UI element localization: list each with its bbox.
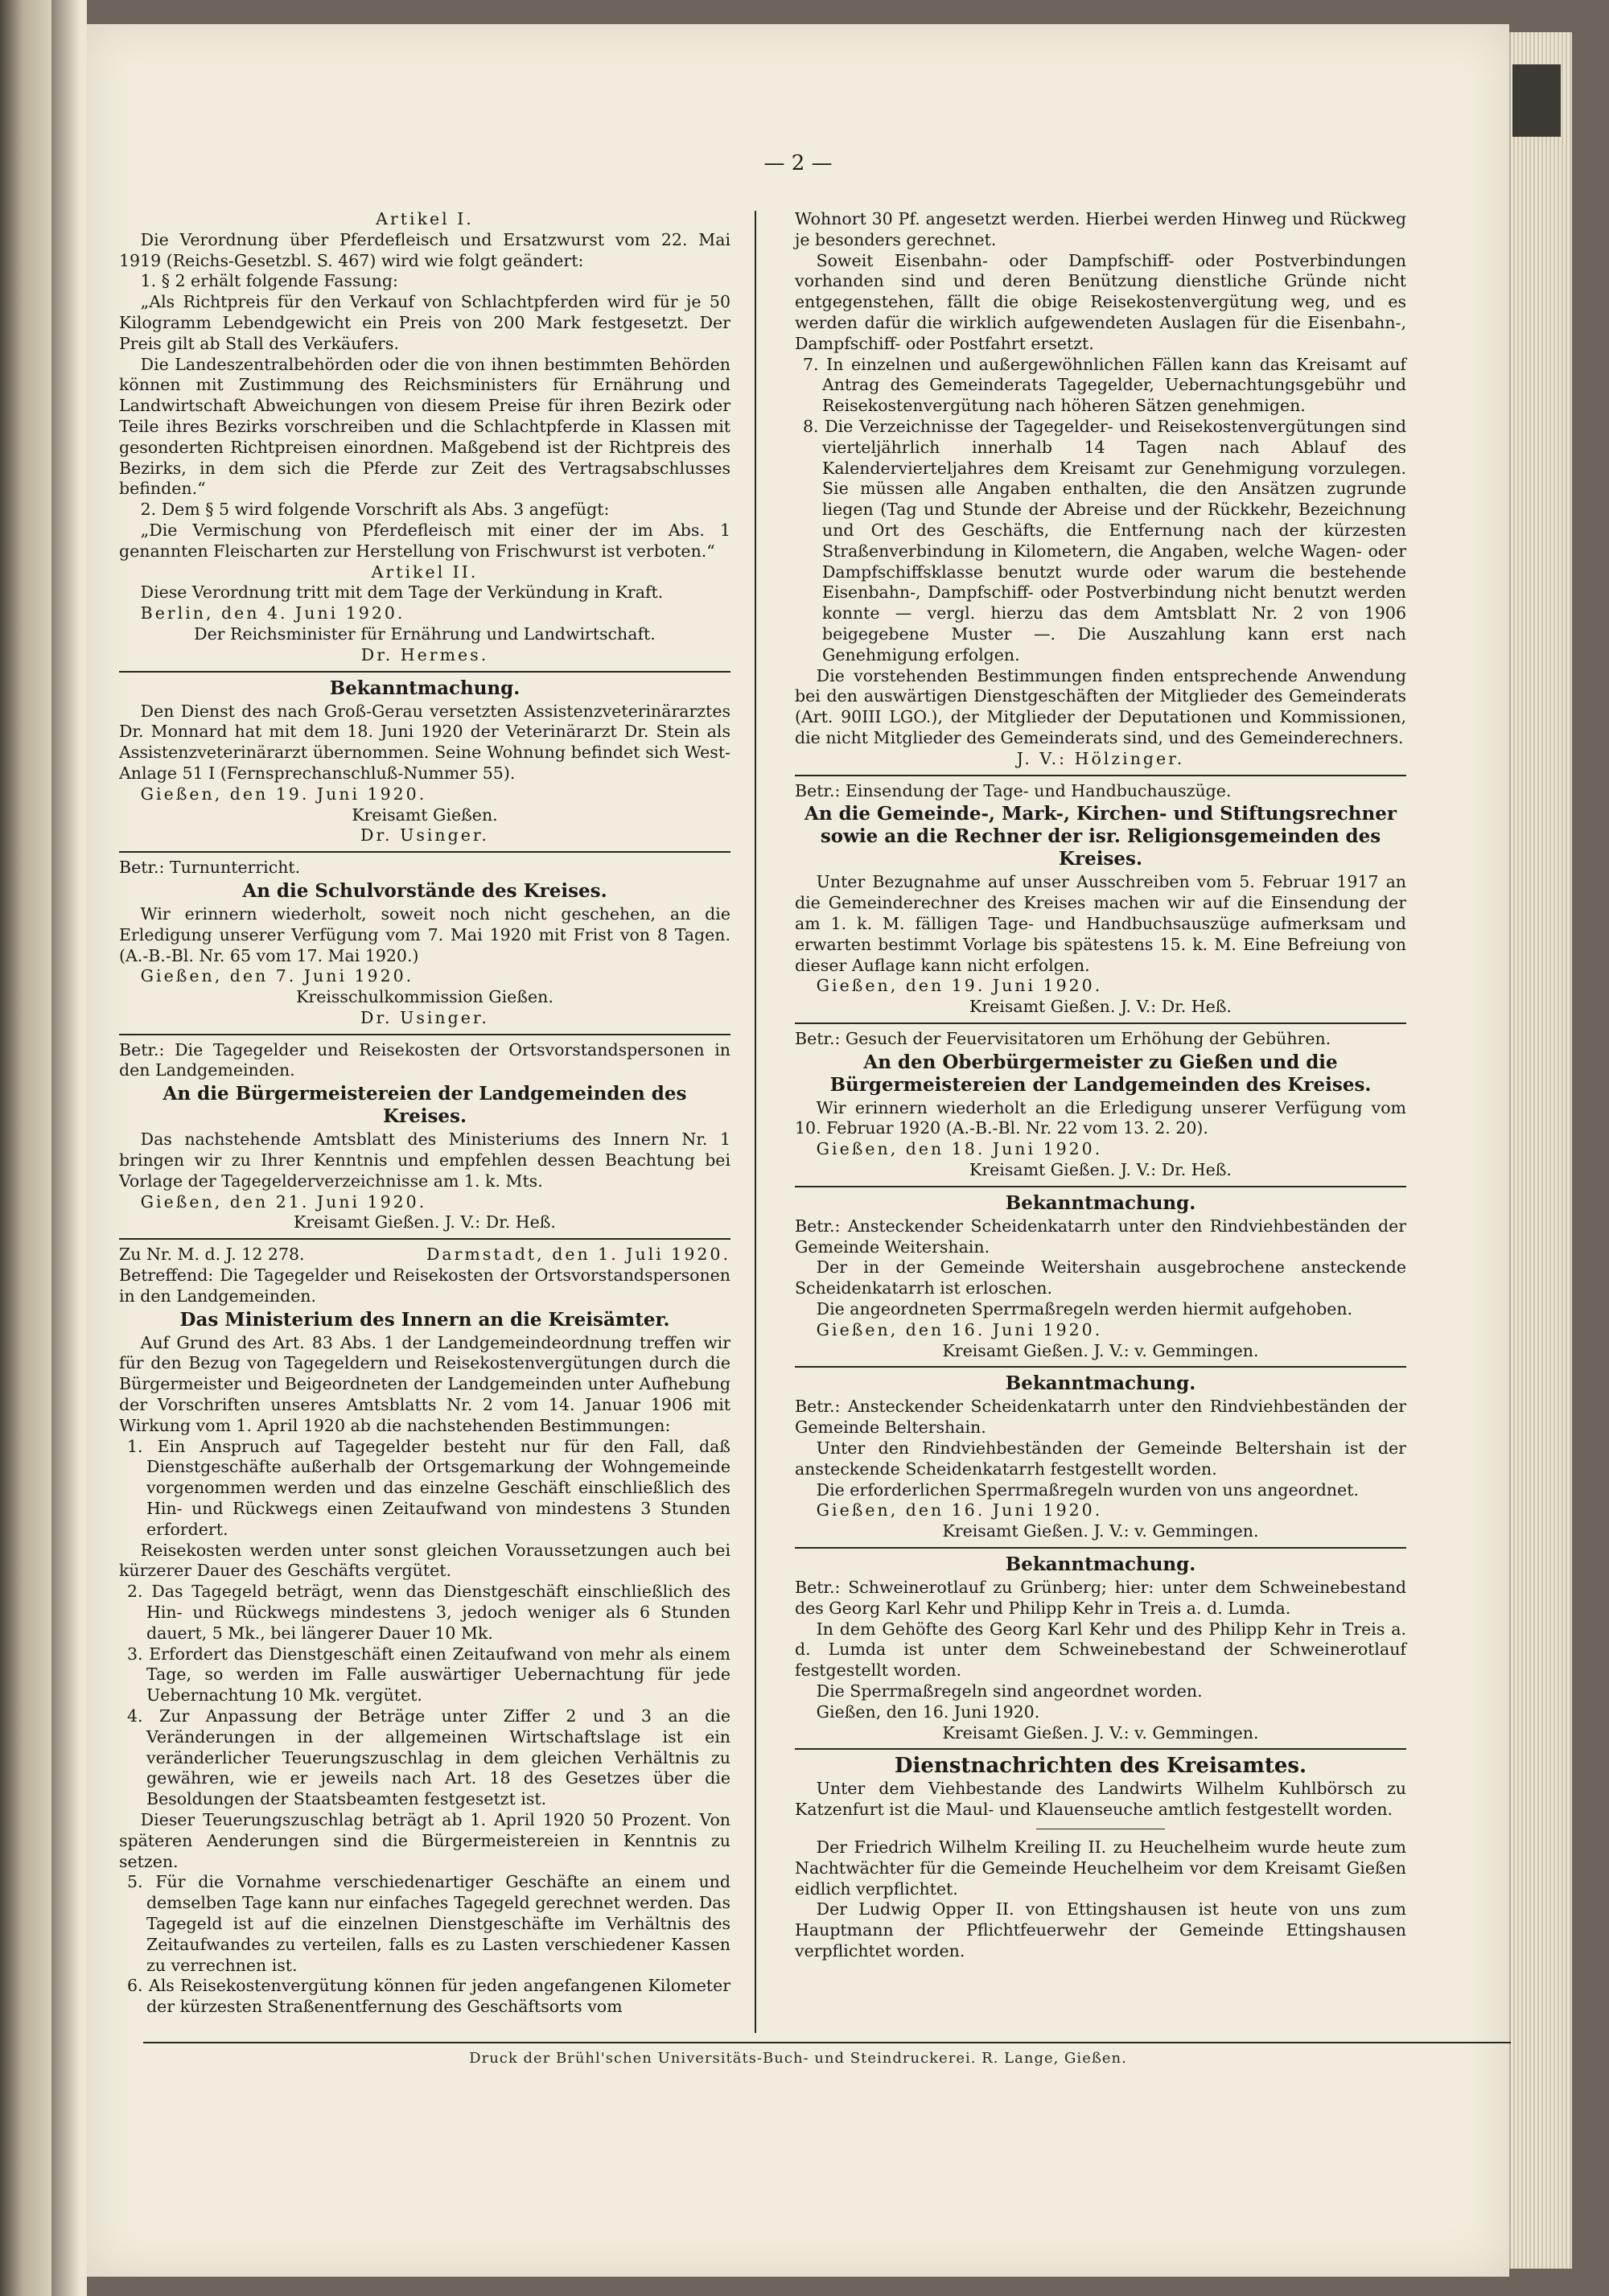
bekanntmachung-3-heading: Bekanntmachung. <box>1005 1372 1196 1395</box>
bekanntmachung-1-date: Gießen, den 19. Juni 1920. <box>140 784 427 804</box>
tagegelder-heading: An die Bürgermeistereien der Landgemeinden des Kreises. <box>163 1083 687 1128</box>
einsendung-betr: Betr.: Einsendung der Tage- und Handbuchauszüge. <box>795 780 1232 800</box>
einsendung-date: Gießen, den 19. Juni 1920. <box>816 976 1103 996</box>
ministerium-item: 8. Die Verzeichnisse der Tagegelder- und Reisekostenvergütungen sind vierteljährlich innerhalb 14 Tagen nach Ablauf des Kalendervierteljahres dem Kreisamt zur Genehmigung vorzulegen. Sie müssen alle Angaben enthalten, die den Ansätzen zugrunde liegen (Tag und Stunde der Abreise und der Rückkehr, Bezeichnung und Ort des Geschäfts, die Entfernung nach der kürzesten Straßenverbindung in Kilometern, die Angaben, welche Wagen- oder Dampfschiffsklasse benutzt wurde oder warum die bestehende Eisenbahn-, Dampfschiff- oder Postverbindung nicht benutzt werden konnte — vergl. hierzu das dem Amtsblatt Nr. 2 von 1906 beigegebene Muster —. Die Auszahlung kann erst nach Genehmigung erfolgen. <box>803 416 1406 665</box>
tagegelder-signature: Kreisamt Gießen. J. V.: Dr. Heß. <box>294 1212 556 1232</box>
section-rule <box>795 775 1406 776</box>
artikel-1-text: 2. Dem § 5 wird folgende Vorschrift als Abs. 3 angefügt: <box>140 500 610 520</box>
ministerium-item: 2. Das Tagegeld beträgt, wenn das Dienstgeschäft einschließlich des Hin- und Rückwegs mindestens 3, jedoch weniger als 6 Stunden dauert, 5 Mk., bei längerer Dauer 10 Mk. <box>127 1582 730 1643</box>
ministerium-item: 5. Für die Vornahme verschiedenartiger Geschäfte an einem und demselben Tage kann nur einfaches Tagegeld gerechnet werden. Das Tagegeld ist auf die einzelnen Dienstgeschäfte im Verhältnis des Zeitaufwandes zu verteilen, falls es zu Lasten verschiedener Kassen zu verrechnen ist. <box>127 1872 730 1975</box>
ministerium-item: 6. Als Reisekostenvergütung können für jeden angefangenen Kilometer der kürzesten Straßenentfernung des Geschäftsorts vom <box>127 1976 730 2017</box>
feuervisitatoren-betr: Betr.: Gesuch der Feuervisitatoren um Erhöhung der Gebühren. <box>795 1028 1331 1048</box>
bekanntmachung-4-date: Gießen, den 16. Juni 1920. <box>816 1701 1040 1722</box>
bekanntmachung-2-signature: Kreisamt Gießen. J. V.: v. Gemmingen. <box>942 1340 1259 1360</box>
bekanntmachung-4-text: In dem Gehöfte des Georg Karl Kehr und des Philipp Kehr in Treis a. d. Lumda ist unter dem Schweinebestand der Schweinerotlauf festgestellt worden. <box>795 1619 1406 1681</box>
bekanntmachung-3-signature: Kreisamt Gießen. J. V.: v. Gemmingen. <box>942 1521 1259 1541</box>
section-rule <box>119 851 730 853</box>
bekanntmachung-3-text: Unter den Rindviehbeständen der Gemeinde Beltershain ist der ansteckende Scheidenkatarrh festgestellt worden. <box>795 1438 1406 1479</box>
ministerium-text: Auf Grund des Art. 83 Abs. 1 der Landgemeindeordnung treffen wir für den Bezug von Tagegeldern und Reisekostenvergütungen durch die Bürgermeister und Beigeordneten der Landgemeinden unter Aufhebung der Vorschriften unseres Amtsblatts Nr. 2 vom 14. Januar 1906 mit Wirkung vom 1. April 1920 ab die nachstehenden Bestimmungen: <box>119 1332 730 1435</box>
feuervisitatoren-heading: An den Oberbürgermeister zu Gießen und die Bürgermeistereien der Landgemeinden des Kreises. <box>829 1051 1372 1096</box>
section-rule <box>119 1034 730 1035</box>
ministerium-heading: Das Ministerium des Innern an die Kreisämter. <box>179 1308 670 1331</box>
left-column <box>119 209 730 2018</box>
artikel-2-signature: Der Reichsminister für Ernährung und Landwirtschaft. <box>194 623 656 644</box>
dienstnachrichten-text: Der Friedrich Wilhelm Kreiling II. zu Heuchelheim wurde heute zum Nachtwächter für die Gemeinde Heuchelheim vor dem Kreisamt Gießen eidlich verpflichtet. <box>795 1837 1406 1899</box>
ministerium-item: 1. Ein Anspruch auf Tagegelder besteht nur für den Fall, daß Dienstgeschäfte außerhalb der Ortsgemarkung der Wohngemeinde vorgenommen werden und das einzelne Geschäft einschließlich des Hin- und Rückwegs einen Zeitaufwand von mindestens 3 Stunden erfordert. <box>127 1436 730 1539</box>
bekanntmachung-1-signature-name: Dr. Usinger. <box>360 825 489 846</box>
bekanntmachung-3-betr: Betr.: Ansteckender Scheidenkatarrh unter den Rindviehbeständen der Gemeinde Beltershain. <box>795 1397 1406 1438</box>
ministerium-place-date: Darmstadt, den 1. Juli 1920. <box>426 1245 730 1265</box>
bekanntmachung-2-heading: Bekanntmachung. <box>1005 1191 1196 1214</box>
artikel-1-text: „Als Richtpreis für den Verkauf von Schlachtpferden wird für je 50 Kilogramm Lebendgewicht ein Preis von 200 Mark festgesetzt. Der Preis gilt ab Stall des Verkäufers. <box>119 292 730 353</box>
bekanntmachung-4-signature: Kreisamt Gießen. J. V.: v. Gemmingen. <box>942 1722 1259 1743</box>
dienstnachrichten-text: Der Ludwig Opper II. von Ettingshausen ist heute von uns zum Hauptmann der Pflichtfeuerwehr der Gemeinde Ettingshausen verpflichtet worden. <box>795 1899 1406 1961</box>
feuervisitatoren-date: Gießen, den 18. Juni 1920. <box>816 1139 1103 1159</box>
artikel-1-text: „Die Vermischung von Pferdefleisch mit einer der im Abs. 1 genannten Fleischarten zur Herstellung von Frischwurst ist verboten.“ <box>119 520 730 561</box>
artikel-1-text: Die Landeszentralbehörden oder die von ihnen bestimmten Behörden können mit Zustimmung des Reichsministers für Ernährung und Landwirtschaft Abweichungen von diesem Preise für ihren Bezirk oder Teile ihres Bezirks vorschreiben und die Schlachtpferde in Klassen mit gesonderten Richtpreisen einordnen. Maßgebend ist der Richtpreis des Bezirks, in dem sich die Pferde zur Zeit des Vertragsabschlusses befinden.“ <box>119 354 730 499</box>
bekanntmachung-2-date: Gießen, den 16. Juni 1920. <box>816 1319 1103 1339</box>
document-page <box>87 24 1509 2277</box>
right-column <box>795 209 1406 1962</box>
dienstnachrichten-text: Unter dem Viehbestande des Landwirts Wilhelm Kuhlbörsch zu Katzenfurt ist die Maul- und Klauenseuche amtlich festgestellt worden. <box>795 1779 1406 1820</box>
bekanntmachung-4-text: Die Sperrmaßregeln sind angeordnet worden. <box>816 1681 1203 1701</box>
facing-page-edge <box>0 0 51 2296</box>
ministerium-text: Die vorstehenden Bestimmungen finden entsprechende Anwendung bei den auswärtigen Dienstgeschäften der Mitglieder des Gemeinderats (Art. 90III LGO.), der Mitglieder der Deputationen und Kommissionen, die nicht Mitglieder des Gemeinderats sind, und des Gemeinderechners. <box>795 665 1406 747</box>
dienstnachrichten-heading: Dienstnachrichten des Kreisamtes. <box>894 1754 1307 1779</box>
ministerium-item: 7. In einzelnen und außergewöhnlichen Fällen kann das Kreisamt auf Antrag des Gemeinderats Tagegelder, Uebernachtungsgebühr und Reisekostenvergütung nach höheren Sätzen genehmigen. <box>803 354 1406 416</box>
artikel-1-title: Artikel I. <box>376 209 474 228</box>
bekanntmachung-1-text: Den Dienst des nach Groß-Gerau versetzten Assistenzveterinärarztes Dr. Monnard hat mit dem 18. Juni 1920 der Veterinärarzt Dr. Stein als Assistenzveterinärarzt übernommen. Seine Wohnung befindet sich West-Anlage 51 I (Fernsprechanschluß-Nummer 55). <box>119 701 730 783</box>
ministerium-ref-number: Zu Nr. M. d. J. 12 278. <box>119 1245 305 1265</box>
ministerium-signature: J. V.: Hölzinger. <box>1016 748 1185 768</box>
artikel-2-title: Artikel II. <box>371 562 479 582</box>
bekanntmachung-2-text: Die angeordneten Sperrmaßregeln werden hiermit aufgehoben. <box>816 1299 1353 1319</box>
bekanntmachung-1-signature: Kreisamt Gießen. <box>352 804 498 825</box>
section-rule <box>795 1748 1406 1750</box>
einsendung-text: Unter Bezugnahme auf unser Ausschreiben vom 5. Februar 1917 an die Gemeinderechner des Kreises machen wir auf die Einsendung der am 1. k. M. fälligen Tage- und Handbuchsauszüge aufmerksam und erwarten bestimmt Vorlage bis spätestens 15. k. M. Eine Befreiung von dieser Auflage kann nicht erfolgen. <box>795 872 1406 975</box>
artikel-2-text: Diese Verordnung tritt mit dem Tage der Verkündung in Kraft. <box>140 582 664 603</box>
printer-imprint: Druck der Brühl'schen Universitäts-Buch- und Steindruckerei. R. Lange, Gießen. <box>469 2050 1127 2067</box>
ministerium-item: 4. Zur Anpassung der Beträge unter Ziffer 2 und 3 an die Veränderungen in der allgemeinen Wirtschaftslage ist ein veränderlicher Teuerungszuschlag in dem gleichen Verhältnis zu gewähren, wie er jeweils nach Art. 18 des Gesetzes über die Besoldungen der Staatsbeamten festgesetzt ist. <box>127 1706 730 1809</box>
tagegelder-text: Das nachstehende Amtsblatt des Ministeriums des Innern Nr. 1 bringen wir zu Ihrer Kenntnis und empfehlen dessen Beachtung bei Vorlage der Tagegelderverzeichnisse am 1. k. Mts. <box>119 1129 730 1191</box>
tagegelder-betr: Betr.: Die Tagegelder und Reisekosten der Ortsvorstandspersonen in den Landgemeinden. <box>119 1039 730 1080</box>
bekanntmachung-4-heading: Bekanntmachung. <box>1005 1553 1196 1576</box>
ministerium-item-cont: Dieser Teuerungszuschlag beträgt ab 1. April 1920 50 Prozent. Von späteren Aenderungen sind die Bürgermeistereien in Kenntnis zu setzen. <box>119 1809 730 1871</box>
turnunterricht-signature: Kreisschulkommission Gießen. <box>296 987 553 1007</box>
ministerium-reference <box>119 1245 730 1265</box>
ministerium-betr: Betreffend: Die Tagegelder und Reisekosten der Ortsvorstandspersonen in den Landgemeinden. <box>119 1265 730 1306</box>
book-gutter <box>51 0 87 2296</box>
artikel-1-text: Die Verordnung über Pferdefleisch und Ersatzwurst vom 22. Mai 1919 (Reichs-Gesetzbl. S. 467) wird wie folgt geändert: <box>119 229 730 270</box>
feuervisitatoren-signature: Kreisamt Gießen. J. V.: Dr. Heß. <box>969 1160 1232 1180</box>
dark-tab-marker <box>1512 64 1561 137</box>
ministerium-item-cont: Soweit Eisenbahn- oder Dampfschiff- oder Postverbindungen vorhanden sind und deren Benützung dienstliche Gründe nicht entgegenstehen, fällt die obige Reisekostenvergütung weg, und es werden dafür die wirklich aufgewendeten Auslagen für die Eisenbahn-, Dampfschiff- oder Postfahrt ersetzt. <box>795 250 1406 353</box>
ministerium-item-cont: Reisekosten werden unter sonst gleichen Voraussetzungen auch bei kürzerer Dauer des Geschäfts vergütet. <box>119 1540 730 1581</box>
artikel-2-date: Berlin, den 4. Juni 1920. <box>140 603 405 623</box>
turnunterricht-signature-name: Dr. Usinger. <box>360 1007 489 1027</box>
ministerium-item: 3. Erfordert das Dienstgeschäft einen Zeitaufwand von mehr als einem Tage, so werden im Falle auswärtiger Uebernachtung für jede Uebernachtung 10 Mk. vergütet. <box>127 1644 730 1706</box>
page-number: — 2 — <box>763 151 833 175</box>
bekanntmachung-4-betr: Betr.: Schweinerotlauf zu Grünberg; hier: unter dem Schweinebestand des Georg Karl Kehr und Philipp Kehr in Treis a. d. Lumda. <box>795 1578 1406 1618</box>
section-rule <box>795 1547 1406 1549</box>
footer-rule <box>143 2042 1511 2043</box>
page-stack-edges <box>1509 32 1572 2269</box>
turnunterricht-heading: An die Schulvorstände des Kreises. <box>242 879 607 902</box>
artikel-1-text: 1. § 2 erhält folgende Fassung: <box>140 271 398 291</box>
section-rule <box>795 1023 1406 1024</box>
section-rule <box>119 671 730 673</box>
feuervisitatoren-text: Wir erinnern wiederholt an die Erledigung unserer Verfügung vom 10. Februar 1920 (A.-B.-Bl. Nr. 22 vom 13. 2. 20). <box>795 1097 1406 1138</box>
tagegelder-date: Gießen, den 21. Juni 1920. <box>140 1191 427 1212</box>
bekanntmachung-1-heading: Bekanntmachung. <box>329 677 521 699</box>
section-rule <box>795 1366 1406 1368</box>
section-rule <box>795 1186 1406 1187</box>
bekanntmachung-3-text: Die erforderlichen Sperrmaßregeln wurden von uns angeordnet. <box>816 1479 1359 1500</box>
turnunterricht-text: Wir erinnern wiederholt, soweit noch nicht geschehen, an die Erledigung unserer Verfügung vom 7. Mai 1920 mit Frist von 8 Tagen. (A.-B.-Bl. Nr. 65 vom 17. Mai 1920.) <box>119 903 730 965</box>
bekanntmachung-2-betr: Betr.: Ansteckender Scheidenkatarrh unter den Rindviehbeständen der Gemeinde Weitershain. <box>795 1216 1406 1257</box>
bekanntmachung-3-date: Gießen, den 16. Juni 1920. <box>816 1500 1103 1520</box>
turnunterricht-betr: Betr.: Turnunterricht. <box>119 858 301 878</box>
artikel-2-signature-name: Dr. Hermes. <box>360 644 489 665</box>
einsendung-signature: Kreisamt Gießen. J. V.: Dr. Heß. <box>969 997 1232 1017</box>
einsendung-heading: An die Gemeinde-, Mark-, Kirchen- und Stiftungsrechner sowie an die Rechner der isr. Religionsgemeinden des Kreises. <box>804 803 1397 870</box>
bekanntmachung-2-text: Der in der Gemeinde Weitershain ausgebrochene ansteckende Scheidenkatarrh ist erloschen. <box>795 1257 1406 1298</box>
turnunterricht-date: Gießen, den 7. Juni 1920. <box>140 966 414 986</box>
column-divider <box>755 211 756 2033</box>
section-rule <box>119 1238 730 1240</box>
ministerium-item-cont: Wohnort 30 Pf. angesetzt werden. Hierbei werden Hinweg und Rückweg je besonders gerechnet. <box>795 209 1406 249</box>
